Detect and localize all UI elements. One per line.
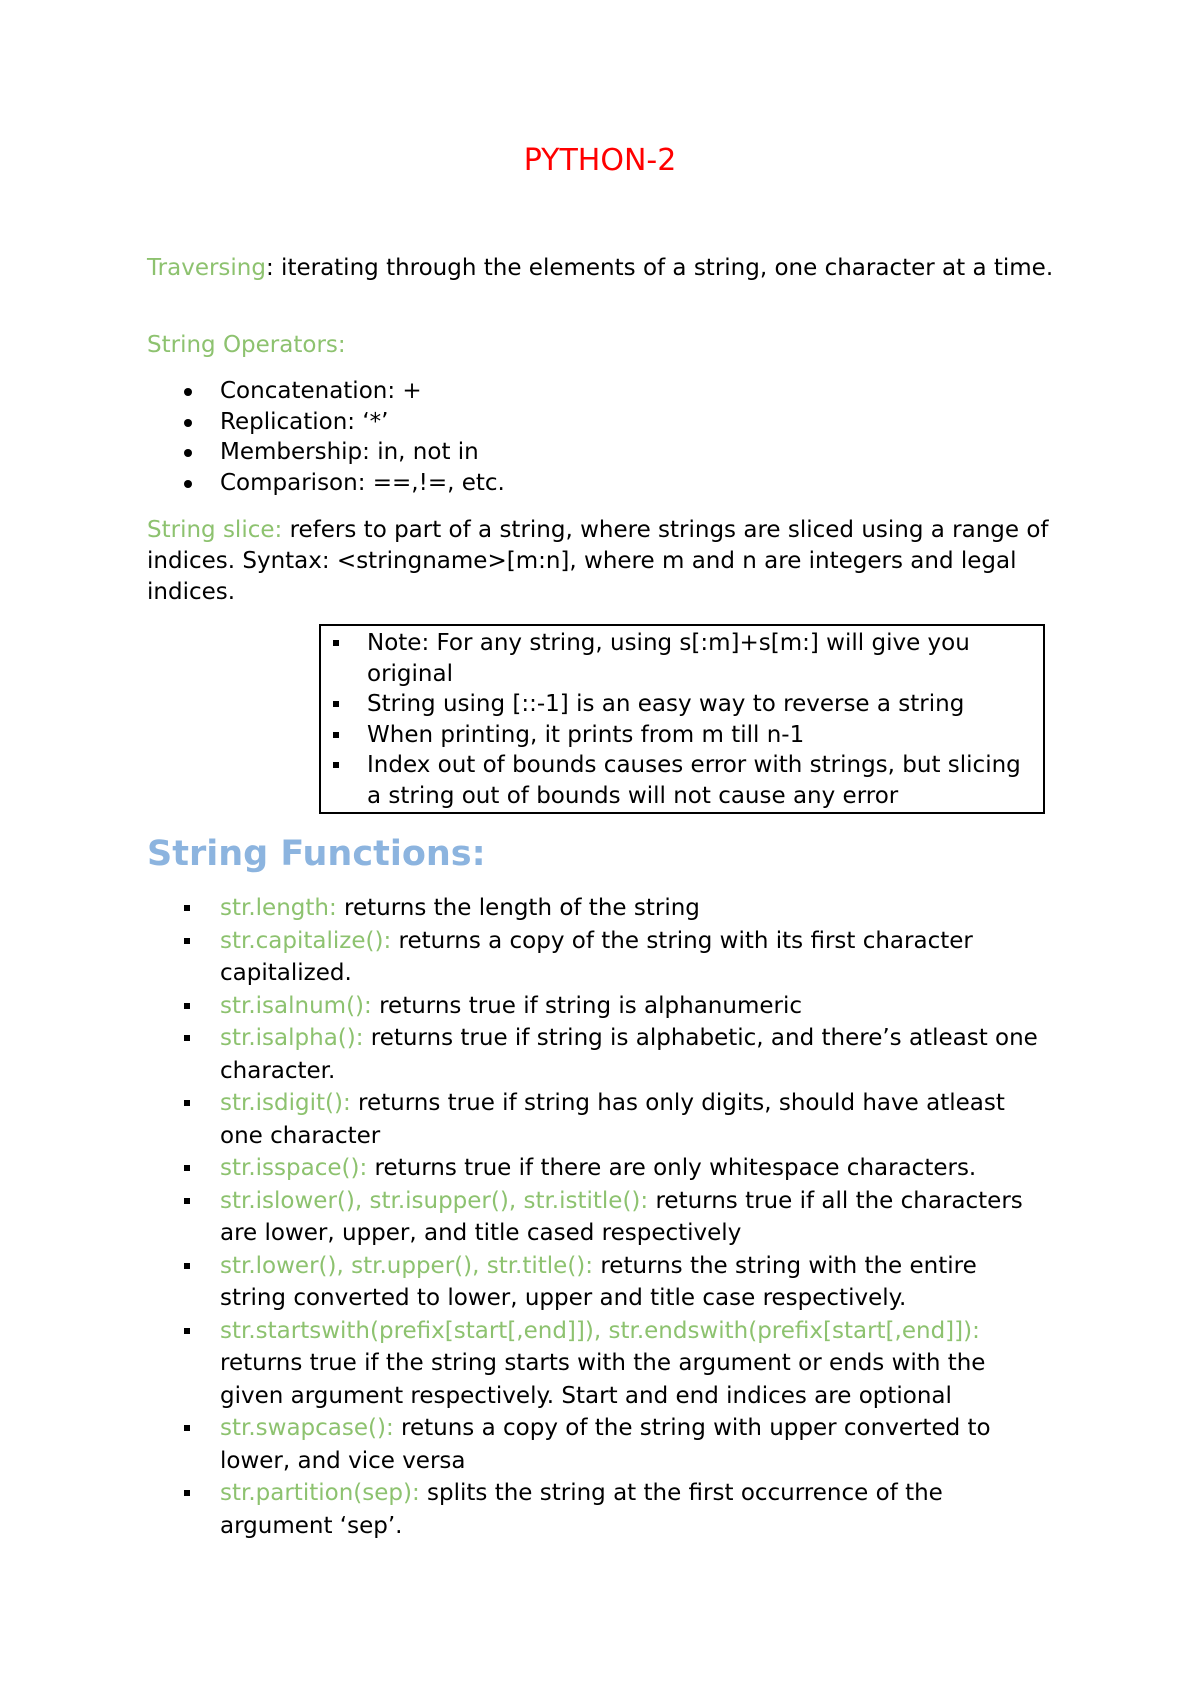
list-item (147, 1185, 1047, 1250)
function-desc: returns true if string is alphanumeric (371, 992, 802, 1019)
list-item (147, 1087, 1047, 1152)
function-desc: returns true if there are only whitespace characters. (367, 1155, 977, 1181)
function-name: str.partition(sep): (220, 1480, 420, 1506)
list-item (147, 1315, 1047, 1413)
square-bullet-icon (184, 1100, 190, 1106)
function-name: str.swapcase(): (220, 1415, 394, 1441)
list-item (147, 468, 1047, 499)
list-item-text: Concatenation: + (220, 378, 422, 404)
square-bullet-icon (184, 938, 190, 944)
function-name: str.length: (220, 895, 337, 921)
function-name: str.islower(), str.isupper(), str.istitle(): (220, 1187, 649, 1214)
list-item-text: Index out of bounds causes error with strings, but slicing a string out of bounds will not cause any error (367, 752, 1021, 809)
list-item (147, 437, 1047, 468)
function-desc: returns the length of the string (336, 895, 700, 921)
slice-paragraph (147, 515, 1067, 608)
function-desc: returns the string with the entire string converted to lower, upper and title case respectively. (220, 1252, 977, 1311)
list-item (147, 376, 1047, 407)
function-desc: returns true if the string starts with the argument or ends with the given argument respectively. Start and end indices are optional (220, 1350, 986, 1409)
list-item (321, 720, 1043, 751)
list-item (147, 1250, 1047, 1315)
functions-list (147, 892, 1047, 1542)
function-desc: returns true if string is alphabetic, and there’s atleast one character. (220, 1025, 1038, 1084)
square-bullet-icon (184, 905, 190, 911)
bullet-icon (184, 419, 192, 427)
square-bullet-icon (184, 1003, 190, 1009)
square-bullet-icon (184, 1425, 190, 1431)
list-item-text: When printing, it prints from m till n-1 (367, 721, 805, 748)
list-item-text: Membership: in, not in (220, 439, 479, 465)
list-item (147, 1412, 1047, 1477)
page-title: PYTHON-2 (523, 143, 677, 178)
list-item (321, 628, 1043, 689)
bullet-icon (184, 449, 192, 457)
list-item (147, 1152, 1047, 1185)
functions-heading: String Functions: (147, 834, 486, 874)
function-desc: returns true if all the characters are lower, upper, and title cased respectively (220, 1187, 1023, 1246)
operators-heading: String Operators: (147, 332, 346, 358)
bullet-icon (184, 480, 192, 488)
list-item (321, 750, 1043, 811)
square-bullet-icon (184, 1198, 190, 1204)
square-bullet-icon (184, 1165, 190, 1171)
function-desc: splits the string at the first occurrence of the argument ‘sep’. (220, 1480, 943, 1539)
square-bullet-icon (184, 1035, 190, 1041)
list-item (147, 892, 1047, 925)
traversing-term: Traversing (147, 255, 266, 281)
square-bullet-icon (333, 701, 339, 707)
function-name: str.isalpha(): (220, 1025, 364, 1051)
operators-list (147, 376, 1047, 498)
list-item (147, 925, 1047, 990)
function-name: str.startswith(prefix[start[,end]]), str.endswith(prefix[start[,end]]): (220, 1317, 980, 1344)
slice-term: String slice: (147, 517, 283, 543)
square-bullet-icon (184, 1490, 190, 1496)
function-name: str.isspace(): (220, 1155, 368, 1181)
square-bullet-icon (333, 640, 339, 646)
slice-text: refers to part of a string, where strings are sliced using a range of indices. Syntax: <stringname>[m:n], where m and n are integers and legal indices. (147, 517, 1049, 605)
square-bullet-icon (184, 1263, 190, 1269)
list-item (147, 407, 1047, 438)
notes-list (321, 626, 1043, 811)
square-bullet-icon (184, 1328, 190, 1334)
function-desc: retuns a copy of the string with upper converted to lower, and vice versa (220, 1415, 991, 1474)
bullet-icon (184, 388, 192, 396)
function-name: str.isalnum(): (220, 992, 372, 1019)
function-desc: returns true if string has only digits, should have atleast one character (220, 1090, 1005, 1149)
square-bullet-icon (333, 762, 339, 768)
list-item (321, 689, 1043, 720)
note-box (319, 624, 1045, 814)
list-item (147, 990, 1047, 1023)
list-item (147, 1022, 1047, 1087)
list-item (147, 1477, 1047, 1542)
list-item-text: Note: For any string, using s[:m]+s[m:] will give you original (367, 630, 970, 687)
list-item-text: Comparison: ==,!=, etc. (220, 469, 505, 496)
function-name: str.capitalize(): (220, 927, 392, 954)
function-name: str.isdigit(): (220, 1090, 351, 1116)
list-item-text: String using [::-1] is an easy way to reverse a string (367, 691, 965, 717)
traversing-text: : iterating through the elements of a string, one character at a time. (266, 255, 1054, 281)
list-item-text: Replication: ‘*’ (220, 408, 389, 435)
function-name: str.lower(), str.upper(), str.title(): (220, 1252, 594, 1279)
square-bullet-icon (333, 732, 339, 738)
function-desc: returns a copy of the string with its first character capitalized. (220, 927, 973, 986)
traversing-paragraph (147, 253, 1067, 284)
